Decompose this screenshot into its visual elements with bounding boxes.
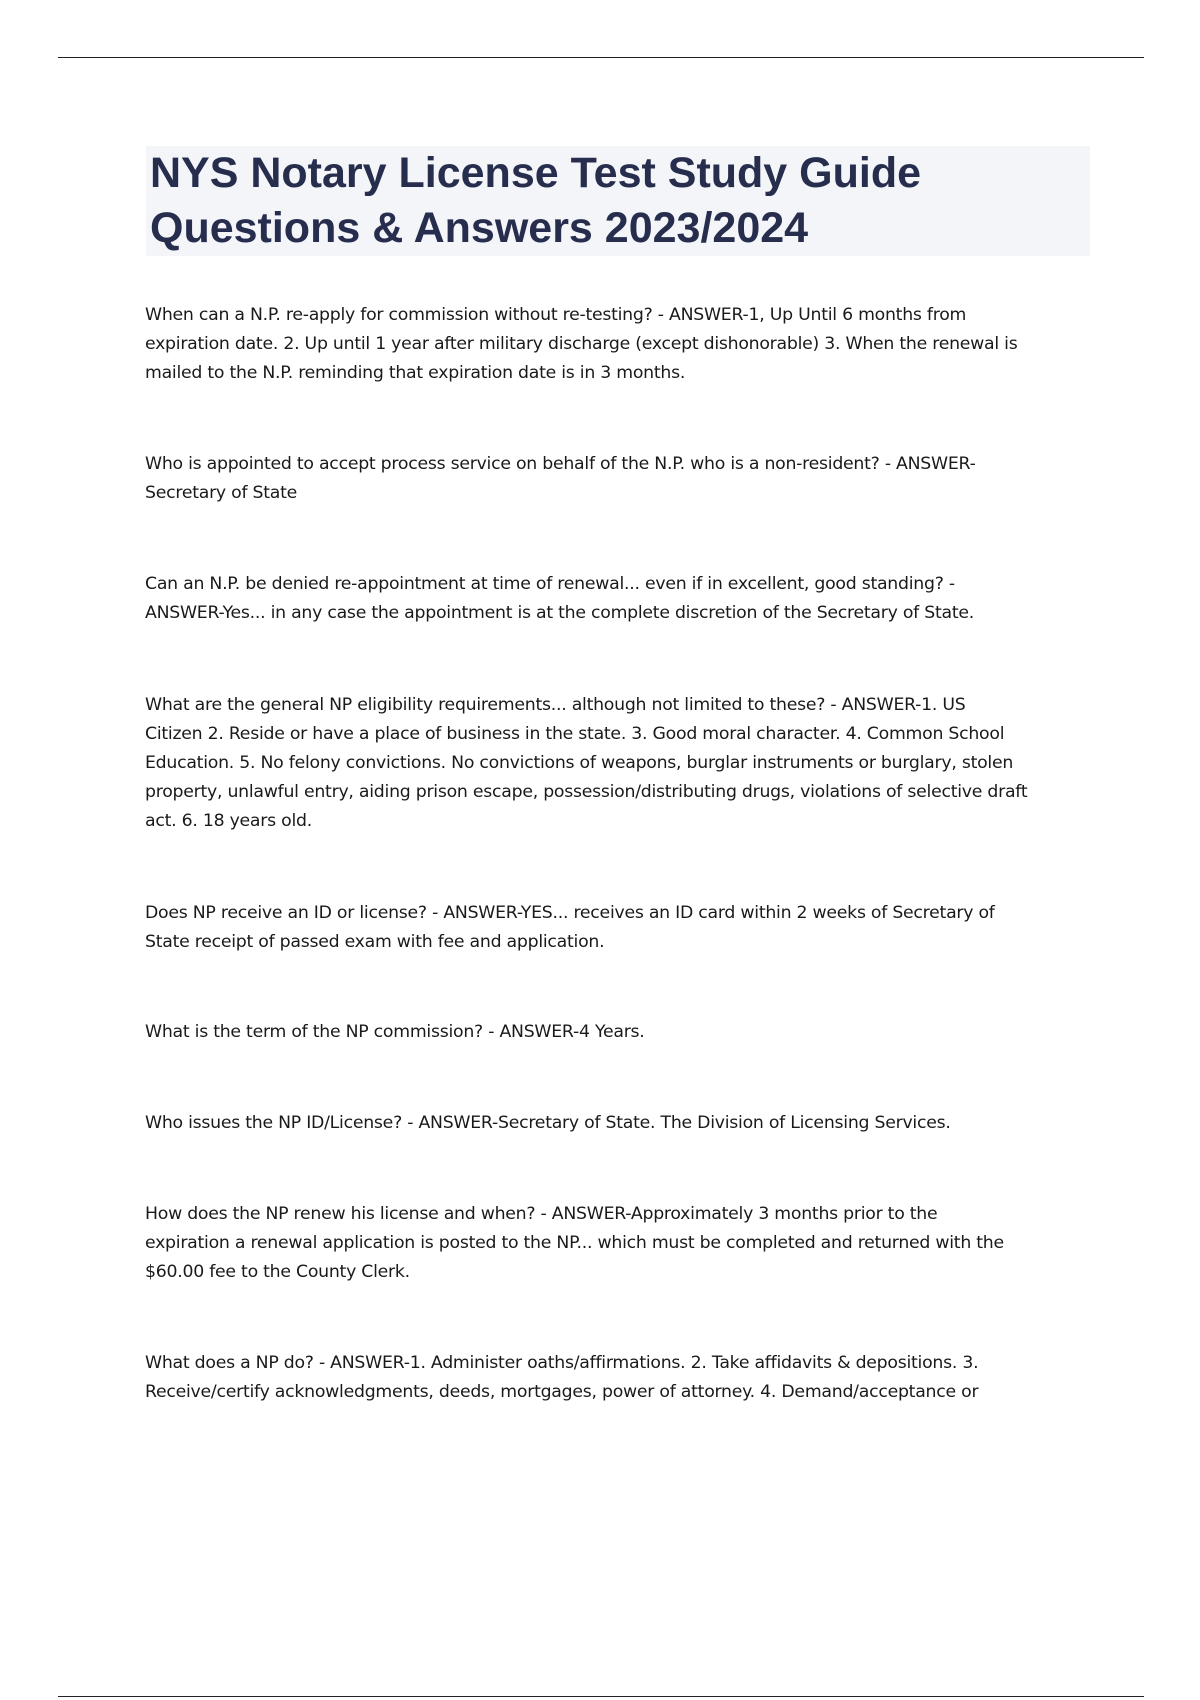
qa-line: What is the term of the NP commission? - ANSWER-4 Years. — [145, 1022, 645, 1042]
qa-line: act. 6. 18 years old. — [145, 811, 312, 831]
document-title — [146, 146, 1090, 256]
qa-item-1 — [145, 301, 1090, 388]
top-divider — [58, 57, 1144, 58]
qa-line: $60.00 fee to the County Clerk. — [145, 1262, 410, 1282]
qa-item-2 — [145, 450, 1090, 508]
bottom-divider — [58, 1696, 1144, 1697]
qa-line: State receipt of passed exam with fee and application. — [145, 932, 605, 952]
qa-item-8 — [145, 1200, 1090, 1287]
qa-line: Secretary of State — [145, 483, 298, 503]
title-line-1: NYS Notary License Test Study Guide — [150, 149, 921, 197]
qa-item-9 — [145, 1349, 1090, 1407]
qa-line: What are the general NP eligibility requirements... although not limited to these? - ANSWER-1. US — [145, 695, 966, 715]
qa-line: expiration a renewal application is posted to the NP... which must be completed and returned with the — [145, 1233, 1004, 1253]
qa-line: What does a NP do? - ANSWER-1. Administer oaths/affirmations. 2. Take affidavits & depositions. 3. — [145, 1353, 979, 1373]
qa-line: When can a N.P. re-apply for commission without re-testing? - ANSWER-1, Up Until 6 months from — [145, 305, 967, 325]
qa-line: Who is appointed to accept process service on behalf of the N.P. who is a non-resident? - ANSWER- — [145, 454, 976, 474]
qa-item-6 — [145, 1018, 1090, 1047]
qa-line: expiration date. 2. Up until 1 year after military discharge (except dishonorable) 3. When the renewal is — [145, 334, 1018, 354]
qa-line: Who issues the NP ID/License? - ANSWER-Secretary of State. The Division of Licensing Services. — [145, 1113, 951, 1133]
qa-item-5 — [145, 899, 1090, 957]
qa-line: How does the NP renew his license and when? - ANSWER-Approximately 3 months prior to the — [145, 1204, 938, 1224]
qa-line: Citizen 2. Reside or have a place of business in the state. 3. Good moral character. 4. Common School — [145, 724, 1005, 744]
qa-line: property, unlawful entry, aiding prison escape, possession/distributing drugs, violations of selective draft — [145, 782, 1028, 802]
qa-line: ANSWER-Yes... in any case the appointment is at the complete discretion of the Secretary of State. — [145, 603, 974, 623]
qa-item-3 — [145, 570, 1090, 628]
qa-line: Education. 5. No felony convictions. No convictions of weapons, burglar instruments or burglary, stolen — [145, 753, 1014, 773]
qa-line: Does NP receive an ID or license? - ANSWER-YES... receives an ID card within 2 weeks of Secretary of — [145, 903, 995, 923]
qa-item-7 — [145, 1109, 1090, 1138]
qa-item-4 — [145, 691, 1090, 836]
qa-line: Can an N.P. be denied re-appointment at time of renewal... even if in excellent, good standing? - — [145, 574, 955, 594]
qa-line: Receive/certify acknowledgments, deeds, mortgages, power of attorney. 4. Demand/acceptance or — [145, 1382, 979, 1402]
title-line-2: Questions & Answers 2023/2024 — [150, 204, 809, 252]
qa-line: mailed to the N.P. reminding that expiration date is in 3 months. — [145, 363, 686, 383]
